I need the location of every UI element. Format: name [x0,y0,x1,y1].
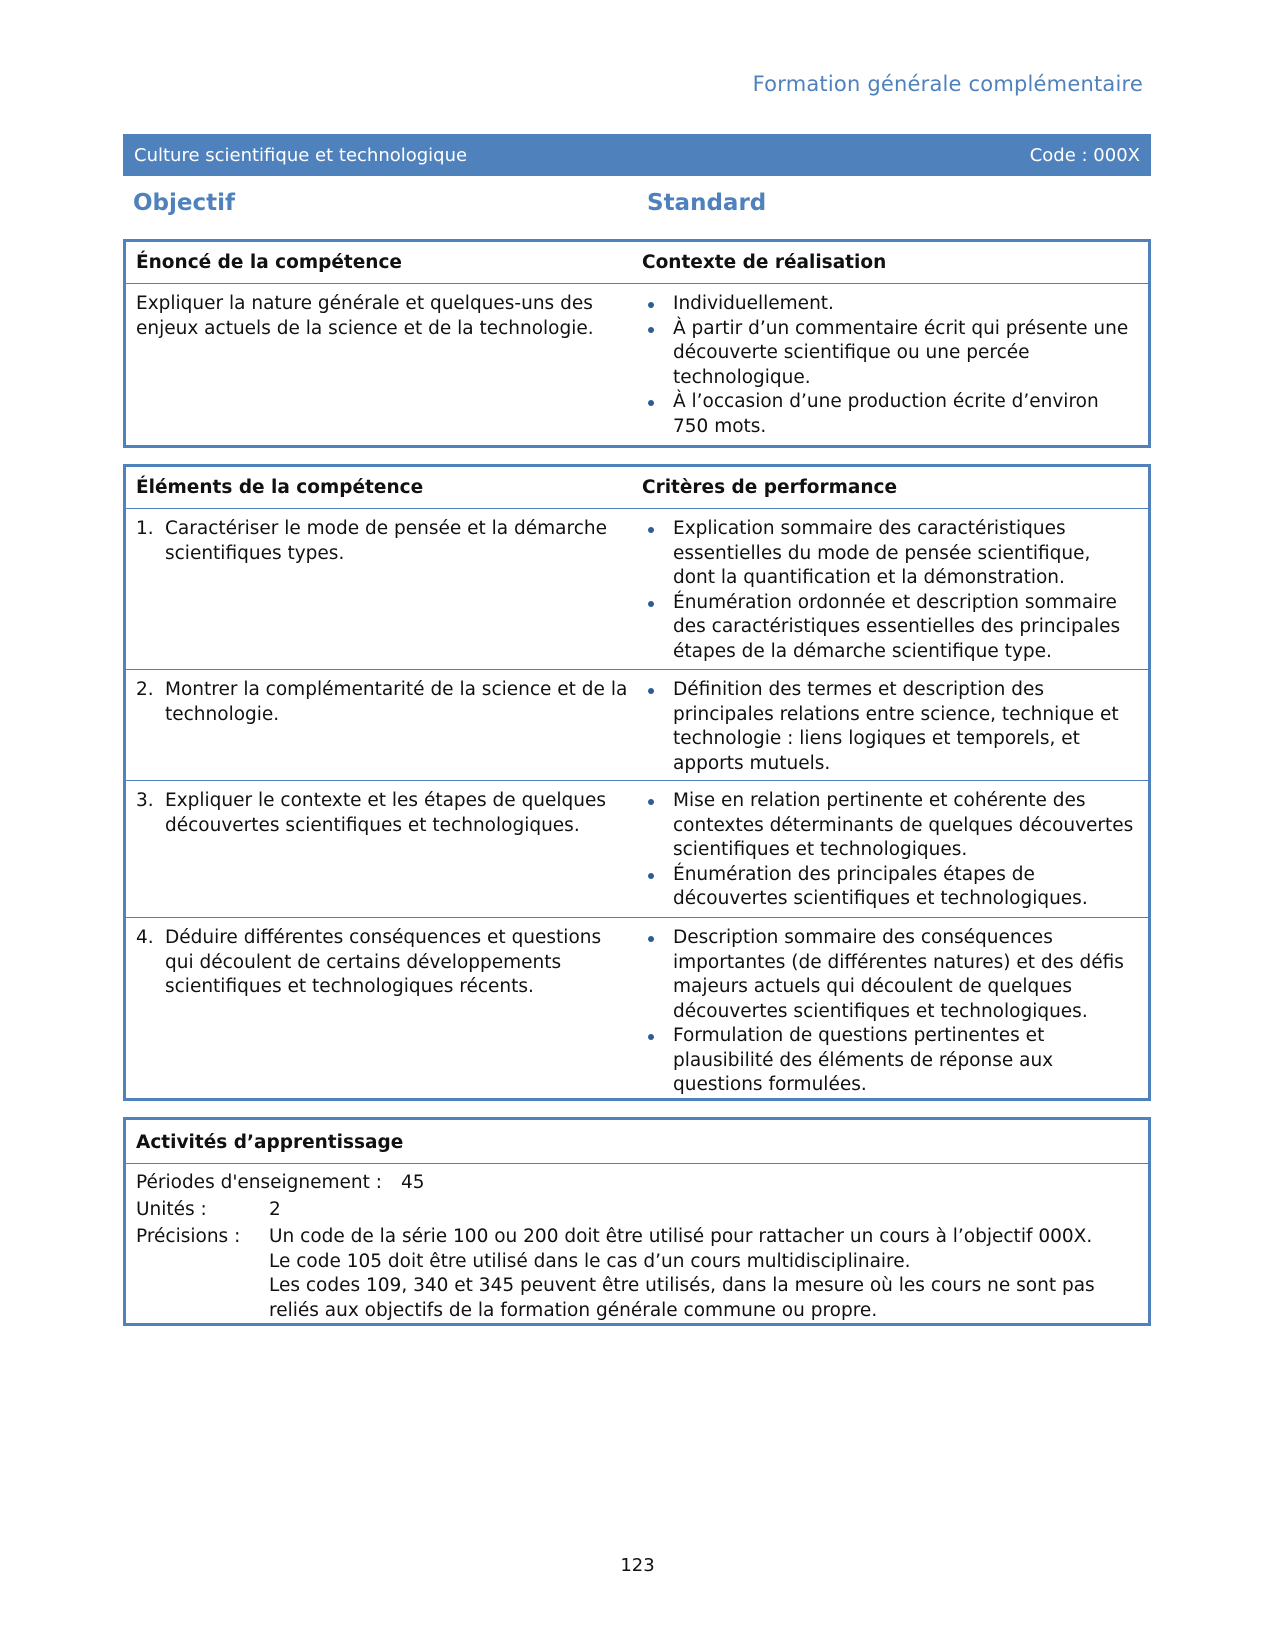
standard-heading: Standard [647,190,767,216]
criteria-list [642,678,1138,776]
periods-line [136,1169,1138,1196]
elements-header: Éléments de la compétence [136,477,424,498]
criteria-item: Explication sommaire des caractéristiques essentielles du mode de pensée scientifique, dont la quantification et la démonstration. [642,517,1138,591]
criteria-item: Énumération des principales étapes de découvertes scientifiques et technologiques. [642,863,1138,912]
periods-value: 45 [401,1172,425,1193]
course-title-bar [123,134,1151,176]
criteria-item: Définition des termes et description des principales relations entre science, technique et technologie : liens logiques et temporels, et apports mutuels. [642,678,1138,776]
criteria-item: Formulation de questions pertinentes et plausibilité des éléments de réponse aux questions formulées. [642,1024,1138,1098]
activities-header: Activités d’apprentissage [136,1132,404,1153]
competence-header-row [126,242,1148,283]
precision-item: Un code de la série 100 ou 200 doit être utilisé pour rattacher un cours à l’objectif 000X. [269,1226,1093,1247]
elements-header-row [126,467,1148,508]
units-value: 2 [269,1199,281,1220]
precision-item: Le code 105 doit être utilisé dans le cas d’un cours multidisciplinaire. [269,1250,911,1272]
context-item: À partir d’un commentaire écrit qui présente une découverte scientifique ou une percée technologique. [642,317,1138,391]
context-list [642,292,1138,439]
criteria-list [642,926,1138,1098]
criteria-list [642,789,1138,912]
course-code: Code : 000X [1029,144,1140,166]
element-text: Expliquer le contexte et les étapes de quelques découvertes scientifiques et technologiques. [165,790,607,836]
context-item: À l’occasion d’une production écrite d’environ 750 mots. [642,390,1138,439]
course-title: Culture scientifique et technologique [134,144,468,166]
criteria-item: Énumération ordonnée et description sommaire des caractéristiques essentielles des principales étapes de la démarche scientifique type. [642,591,1138,665]
element-number: 1. [136,518,154,539]
element-row [126,780,1148,917]
element-number: 2. [136,679,154,700]
context-item: Individuellement. [642,292,1138,317]
running-head: Formation générale complémentaire [752,72,1143,96]
precision-item: Les codes 109, 340 et 345 peuvent être utilisés, dans la mesure où les cours ne sont pas reliés aux objectifs de la formation générale commune ou propre. [269,1275,1095,1321]
element-row [126,917,1148,1104]
element-row [126,669,1148,780]
units-line [136,1196,1138,1223]
element-text: Déduire différentes conséquences et questions qui découlent de certains développements scientifiques et technologiques récents. [165,927,602,997]
section-headings [123,190,1151,224]
activities-body [126,1163,1148,1331]
activities-table [123,1117,1151,1326]
element-row [126,508,1148,669]
units-label: Unités : [136,1199,207,1220]
criteria-item: Description sommaire des conséquences importantes (de différentes natures) et des défis majeurs actuels qui découlent de quelques découvertes scientifiques et technologiques. [642,926,1138,1024]
precisions-label: Précisions : [136,1226,241,1247]
context-header: Contexte de réalisation [642,252,887,273]
competence-body-row [126,283,1148,445]
competence-table [123,239,1151,448]
element-number: 4. [136,927,154,948]
element-text: Caractériser le mode de pensée et la démarche scientifiques types. [165,518,607,564]
objectif-heading: Objectif [133,190,236,216]
elements-table [123,464,1151,1101]
periods-label: Périodes d'enseignement : [136,1172,383,1193]
precisions-line [136,1223,1138,1323]
element-text: Montrer la complémentarité de la science et de la technologie. [165,679,628,725]
precisions-text [269,1223,1138,1323]
statement-header: Énoncé de la compétence [136,252,402,273]
competence-statement: Expliquer la nature générale et quelques-uns des enjeux actuels de la science et de la technologie. [136,293,594,339]
criteria-item: Mise en relation pertinente et cohérente des contextes déterminants de quelques découvertes scientifiques et technologiques. [642,789,1138,863]
page-number: 123 [620,1555,655,1576]
criteria-header: Critères de performance [642,477,898,498]
element-number: 3. [136,790,154,811]
criteria-list [642,517,1138,664]
